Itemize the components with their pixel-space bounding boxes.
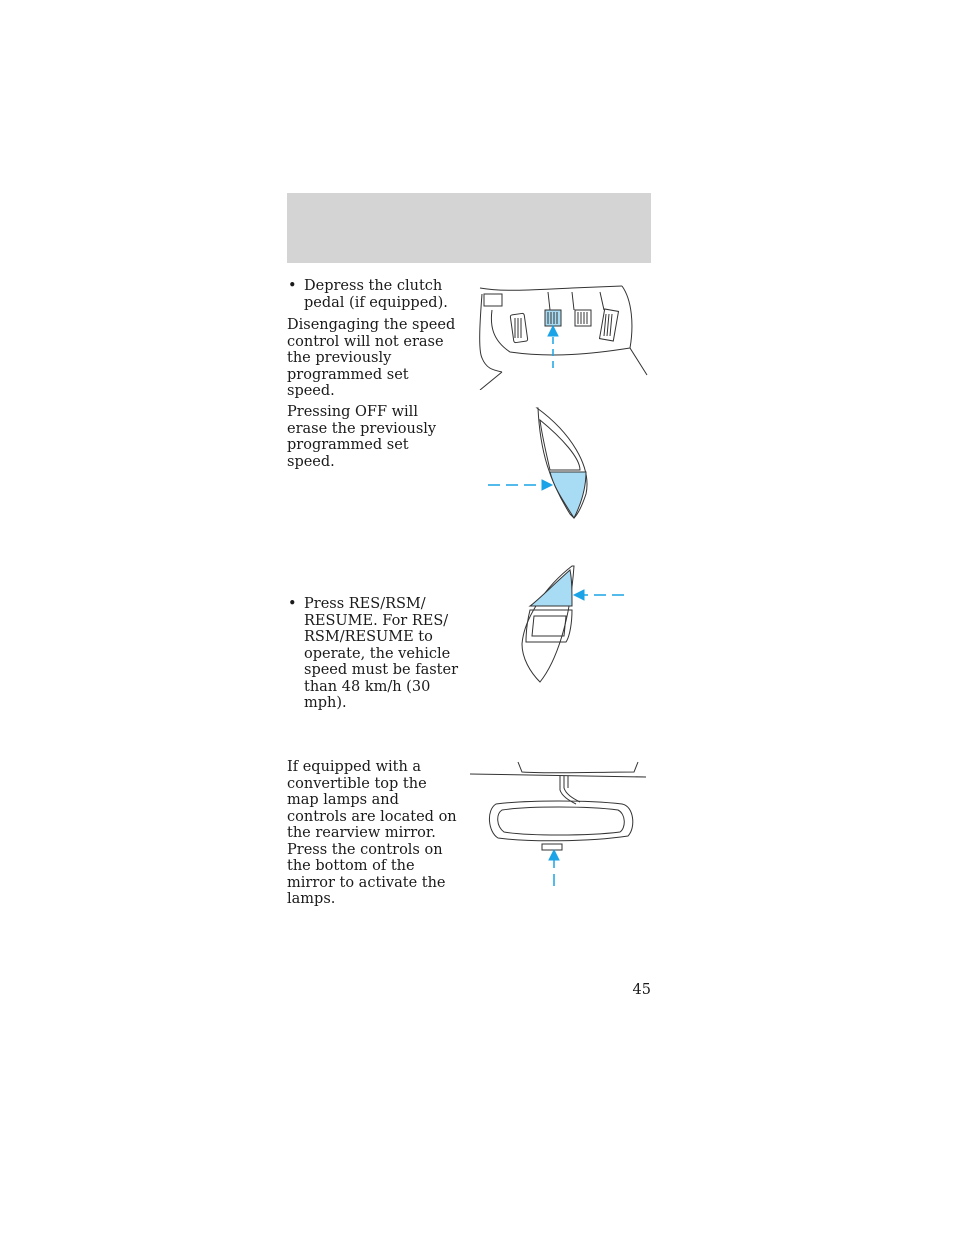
resume-bullet-item [287, 596, 474, 712]
bullet-marker: • [288, 596, 297, 612]
clutch-bullet-item [287, 278, 474, 311]
rearview-mirror-icon [468, 760, 650, 888]
resume-switch-icon [516, 562, 634, 686]
page-number: 45 [632, 982, 651, 998]
bullet-marker: • [288, 278, 297, 294]
off-paragraph: Pressing OFF will erase the previously programmed set speed. [287, 404, 437, 470]
mirror-paragraph: If equipped with a convertible top the map lamps and controls are located on the rearview mirror. Press the controls on the bottom of the mirror to activate the lamps. [287, 759, 457, 907]
resume-bullet-text: Press RES/RSM/ RESUME. For RES/ RSM/RESUME to operate, the vehicle speed must be faster than 48 km/h (30 mph). [304, 596, 459, 711]
pedal-cluster-icon [472, 280, 652, 390]
section-header-band [287, 193, 651, 263]
clutch-bullet-text: Depress the clutch pedal (if equipped). [304, 278, 448, 311]
off-switch-icon [480, 402, 600, 526]
clutch-paragraph: Disengaging the speed control will not erase the previously programmed set speed. [287, 317, 456, 399]
